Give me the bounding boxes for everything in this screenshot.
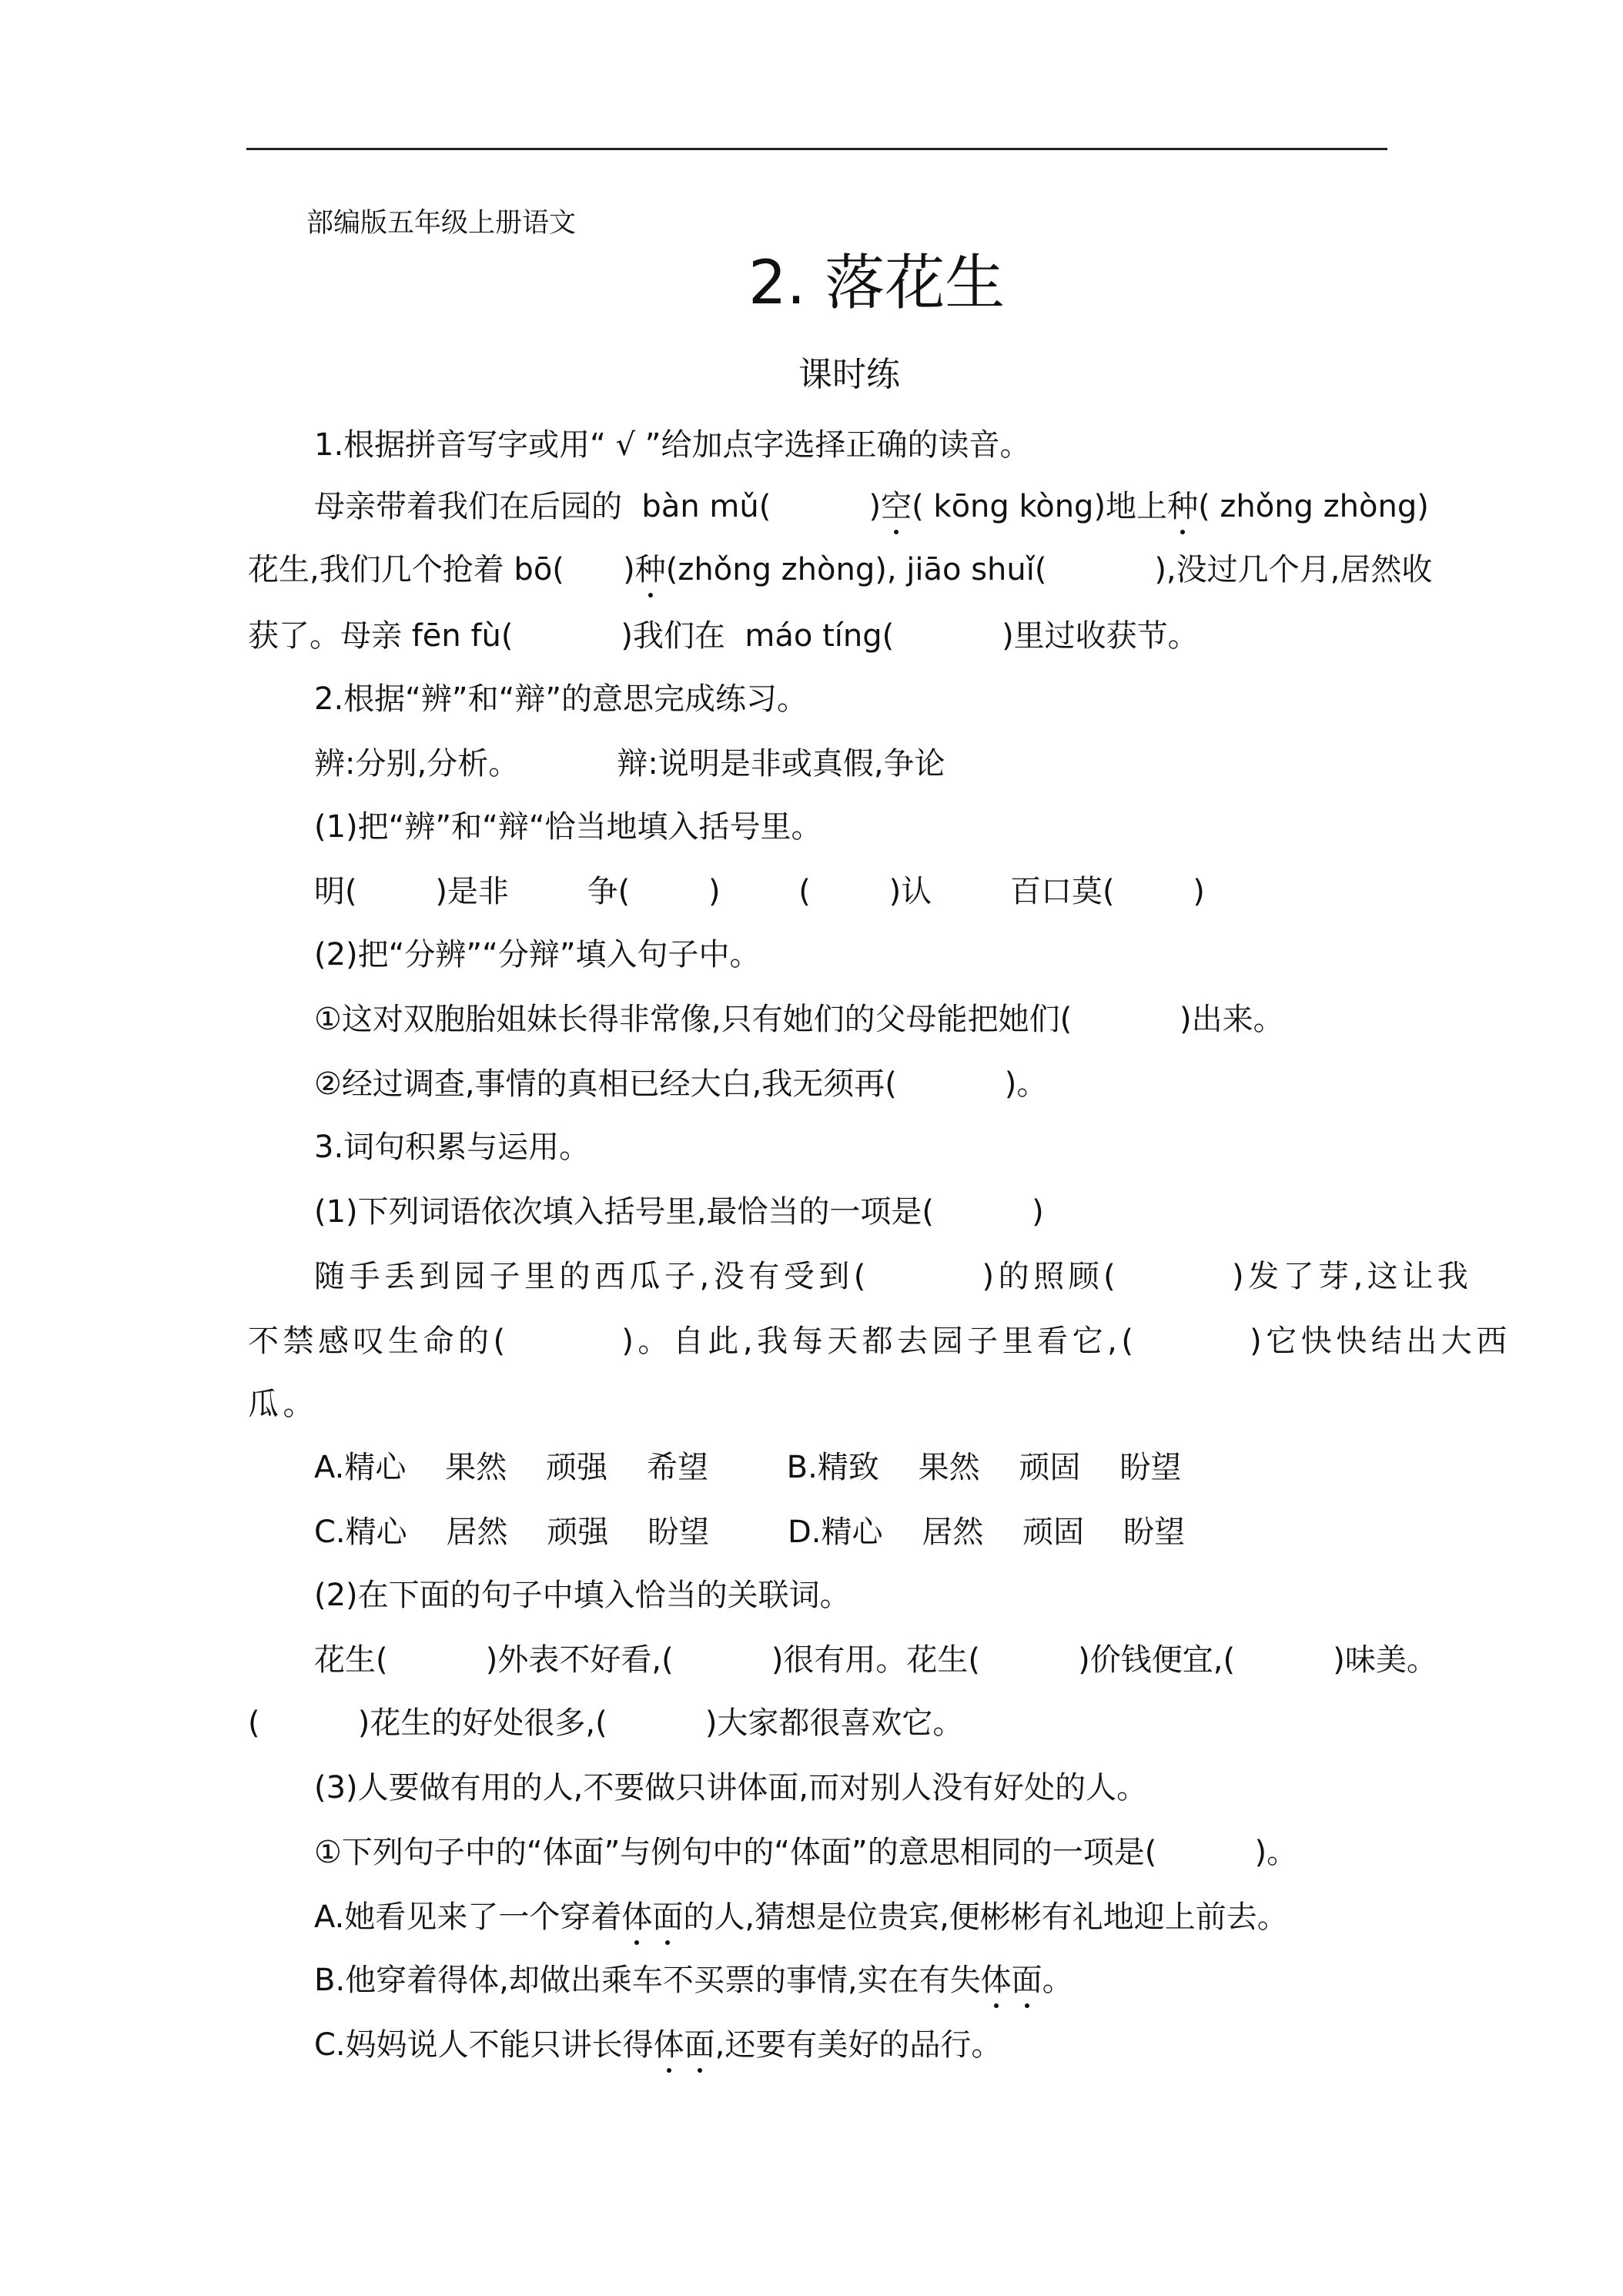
q2-sentence-2: ②经过调查,事情的真相已经大白,我无须再( )。 [314, 1066, 1048, 1102]
option-c-prefix: C.妈妈说人不能只讲长得 [314, 2027, 654, 2063]
page-subtitle: 课时练 [798, 355, 900, 394]
q3-option-a [314, 1897, 1288, 1937]
q1-line-3: 获了。母亲 fēn fù( )我们在 máo tíng( )里过收获节。 [248, 618, 1199, 654]
series-label: 部编版五年级上册语文 [306, 208, 577, 239]
q1-line-2 [248, 550, 1432, 590]
option-a-prefix: A.她看见来了一个穿着 [314, 1899, 622, 1935]
option-b-suffix: 。 [1042, 1963, 1073, 1998]
q3-passage-line-3: 瓜。 [248, 1387, 318, 1422]
top-rule [246, 148, 1387, 150]
dotted-char: 种 [1167, 487, 1198, 527]
q3-part-1: (1)下列词语依次填入括号里,最恰当的一项是( ) [314, 1194, 1044, 1230]
q1-line-2-part-a: 花生,我们几个抢着 bō( ) [248, 552, 635, 587]
option-c-suffix: ,还要有美好的品行。 [714, 2027, 1002, 2063]
q3-part-2: (2)在下面的句子中填入恰当的关联词。 [314, 1578, 851, 1613]
option-b-prefix: B.他穿着得体,却做出乘车不买票的事情,实在有失 [314, 1963, 981, 1998]
q3-conjunction-line-1: 花生( )外表不好看,( )很有用。花生( )价钱便宜,( )味美。 [314, 1642, 1437, 1678]
q3-conjunction-line-2: ( )花生的好处很多,( )大家都很喜欢它。 [248, 1705, 964, 1741]
q3-options-ab: A.精心 果然 顽强 希望 B.精致 果然 顽固 盼望 [314, 1450, 1182, 1485]
q3-passage-line-1: 随手丢到园子里的西瓜子,没有受到( )的照顾( )发了芽,这让我 [314, 1259, 1473, 1294]
q2-part-1: (1)把“辨”和“辩“恰当地填入括号里。 [314, 809, 822, 845]
dotted-char: 面 [1012, 1960, 1042, 2000]
dotted-char: 体 [981, 1960, 1012, 2000]
q3-part-3: (3)人要做有用的人,不要做只讲体面,而对别人没有好处的人。 [314, 1770, 1148, 1806]
q3-passage-line-2: 不禁感叹生命的( )。自此,我每天都去园子里看它,( )它快快结出大西 [248, 1324, 1511, 1359]
q2-definitions: 辨:分别,分析。 辩:说明是非或真假,争论 [314, 746, 945, 782]
q3-sub-question-1: ①下列句子中的“体面”与例句中的“体面”的意思相同的一项是( )。 [314, 1835, 1298, 1870]
q3-option-c [314, 2025, 1002, 2065]
q2-sentence-1: ①这对双胞胎姐妹长得非常像,只有她们的父母能把她们( )出来。 [314, 1002, 1284, 1037]
option-a-suffix: 的人,猜想是位贵宾,便彬彬有礼地迎上前去。 [683, 1899, 1288, 1935]
page-title: 2. 落花生 [748, 249, 1006, 318]
q2-part-2: (2)把“分辨”“分辩”填入句子中。 [314, 937, 761, 972]
q1-line-1-part-a: 母亲带着我们在后园的 bàn mǔ( ) [314, 489, 882, 524]
q3-heading: 3.词句积累与运用。 [314, 1130, 591, 1165]
dotted-char: 种 [635, 550, 666, 590]
q1-heading: 1.根据拼音写字或用“ √ ”给加点字选择正确的读音。 [314, 427, 1031, 463]
dotted-char: 体 [654, 2025, 684, 2065]
q1-line-1 [314, 487, 1429, 527]
q1-line-1-part-c: ( kōng kòng)地上 [912, 489, 1168, 524]
q1-line-1-part-e: ( zhǒng zhòng) [1198, 489, 1429, 524]
dotted-char: 面 [684, 2025, 715, 2065]
q3-options-cd: C.精心 居然 顽强 盼望 D.精心 居然 顽固 盼望 [314, 1514, 1186, 1550]
q3-option-b [314, 1960, 1073, 2000]
q2-heading: 2.根据“辨”和“辩”的意思完成练习。 [314, 681, 808, 717]
dotted-char: 空 [881, 487, 912, 527]
dotted-char: 体 [621, 1897, 652, 1937]
q2-part-1-items: 明( )是非 争( ) ( )认 百口莫( ) [314, 874, 1205, 909]
dotted-char: 面 [652, 1897, 683, 1937]
q1-line-2-part-c: (zhǒng zhòng), jiāo shuǐ( ),没过几个月,居然收 [665, 552, 1433, 587]
